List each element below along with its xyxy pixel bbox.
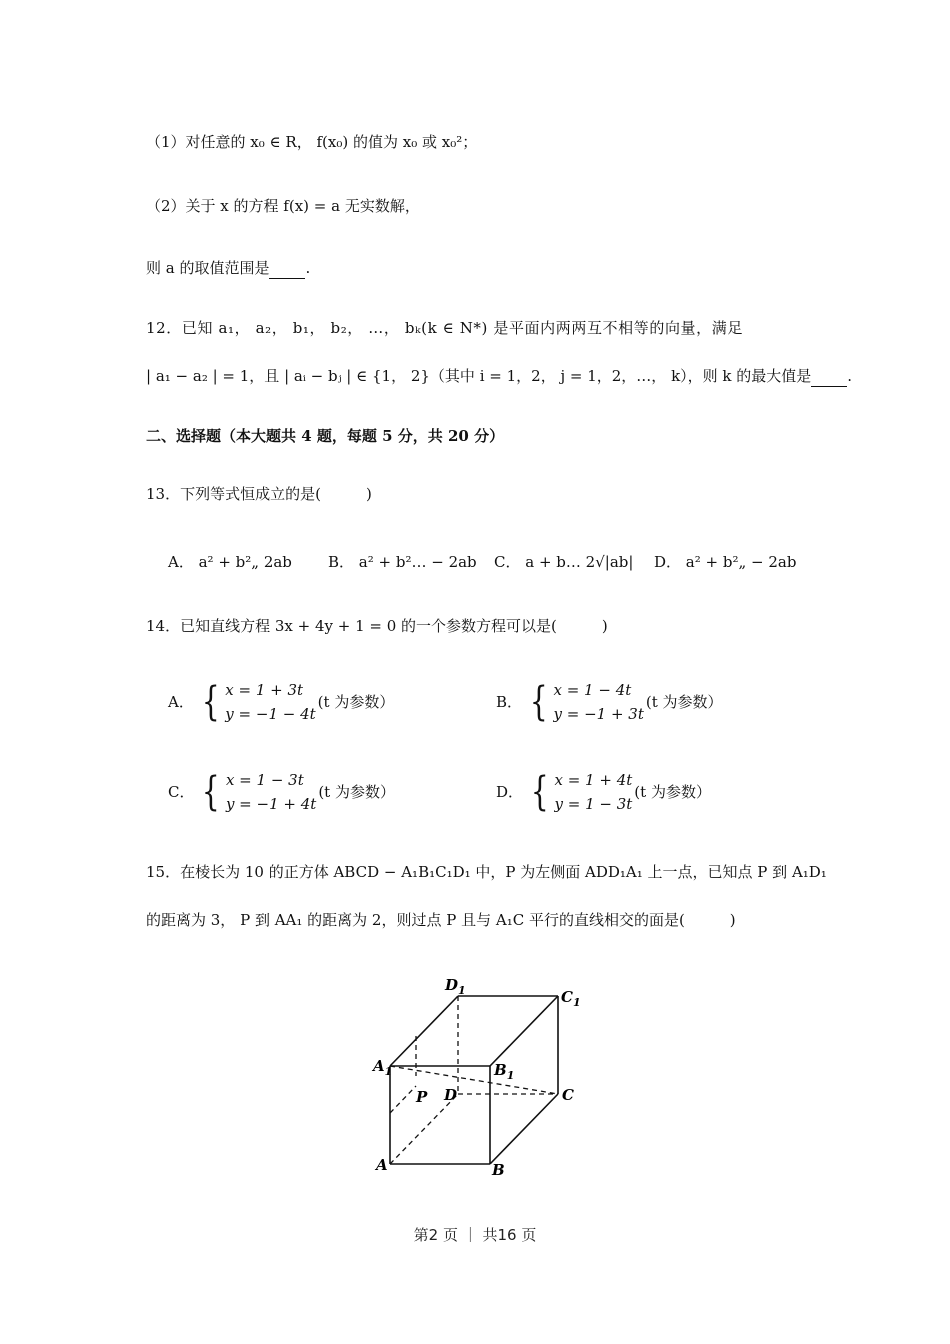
q13-option-c: C． a + b… 2√|ab|	[494, 553, 634, 571]
q13-stem: 13．下列等式恒成立的是( )	[146, 485, 372, 503]
q14-option-c	[168, 768, 395, 816]
brace-symbol: {	[202, 769, 221, 815]
q15-line-2: 的距离为 3， P 到 AA₁ 的距离为 2，则过点 P 且与 A₁C 平行的直线相交的面是( )	[146, 911, 736, 929]
equation-x: x = 1 − 4t	[553, 681, 632, 699]
guide-p-slant	[390, 1086, 416, 1113]
edge-a1d1	[390, 996, 458, 1066]
option-label: D．	[496, 783, 524, 801]
q14-option-d	[496, 768, 711, 816]
option-label: C．	[168, 783, 195, 801]
equation-y: y = −1 + 3t	[553, 705, 644, 723]
q15-line-1: 15．在棱长为 10 的正方体 ABCD − A₁B₁C₁D₁ 中，P 为左侧面 ADD₁A₁ 上一点，已知点 P 到 A₁D₁	[146, 863, 827, 881]
cube-figure	[360, 968, 600, 1184]
q13-option-a: A． a² + b²„ 2ab	[168, 553, 292, 571]
q11-period: .	[305, 259, 311, 277]
q14-option-a	[168, 678, 394, 726]
parameter-note: (t 为参数）	[318, 783, 395, 801]
q12-line-2	[146, 366, 852, 387]
brace-symbol: {	[530, 769, 549, 815]
q12-text: | a₁ − a₂ | = 1，且 | aᵢ − bⱼ | ∈ {1， 2}（其中 i = 1，2， j = 1，2，…， k），则 k 的最大值是	[146, 367, 812, 385]
q11-condition-1: （1）对任意的 x₀ ∈ R， f(x₀) 的值为 x₀ 或 x₀²；	[146, 133, 478, 151]
q13-option-b: B． a² + b²… − 2ab	[328, 553, 477, 571]
q14-option-b	[496, 678, 723, 726]
label-a1: $A_1$	[373, 1057, 393, 1078]
equation-x: x = 1 − 3t	[225, 771, 304, 789]
equation-system	[226, 768, 316, 816]
page-footer: 第2 页 ｜ 共16 页	[413, 1226, 537, 1244]
edge-b1c1	[490, 996, 558, 1066]
label-b: B	[492, 1161, 505, 1179]
equation-system	[554, 768, 632, 816]
option-label: A．	[168, 693, 194, 711]
label-d: D	[444, 1086, 458, 1104]
label-c1: $C_1$	[561, 988, 581, 1009]
parameter-note: (t 为参数）	[634, 783, 711, 801]
q12-line-1: 12．已知 a₁， a₂， b₁， b₂， …， bₖ(k ∈ N*) 是平面内两两互不相等的向量，满足	[146, 319, 743, 337]
brace-symbol: {	[529, 679, 548, 725]
label-a: A	[376, 1156, 388, 1174]
equation-y: y = −1 + 4t	[225, 795, 317, 813]
equation-x: x = 1 + 4t	[554, 771, 633, 789]
q11-question	[146, 258, 310, 279]
equation-y: y = 1 − 3t	[554, 795, 633, 813]
equation-x: x = 1 + 3t	[225, 681, 304, 699]
parameter-note: (t 为参数）	[645, 693, 723, 711]
q11-ask: 则 a 的取值范围是	[146, 259, 270, 277]
answer-blank	[269, 258, 305, 279]
q11-condition-2: （2）关于 x 的方程 f(x) = a 无实数解，	[146, 197, 420, 215]
equation-system	[225, 678, 315, 726]
parameter-note: (t 为参数）	[317, 693, 395, 711]
edge-bc	[490, 1094, 558, 1164]
option-label: B．	[496, 693, 523, 711]
equation-y: y = −1 − 4t	[225, 705, 316, 723]
section-heading: 二、选择题（本大题共 4 题，每题 5 分，共 20 分）	[146, 427, 505, 445]
q12-period: .	[847, 367, 853, 385]
answer-blank	[811, 366, 847, 387]
label-b1: $B_1$	[494, 1061, 515, 1082]
brace-symbol: {	[201, 679, 220, 725]
label-p: P	[416, 1088, 428, 1106]
label-c: C	[562, 1086, 574, 1104]
label-d1: $D_1$	[445, 976, 466, 997]
equation-system	[553, 678, 643, 726]
q14-stem: 14．已知直线方程 3x + 4y + 1 = 0 的一个参数方程可以是( )	[146, 617, 608, 635]
q13-option-d: D． a² + b²„ − 2ab	[654, 553, 797, 571]
